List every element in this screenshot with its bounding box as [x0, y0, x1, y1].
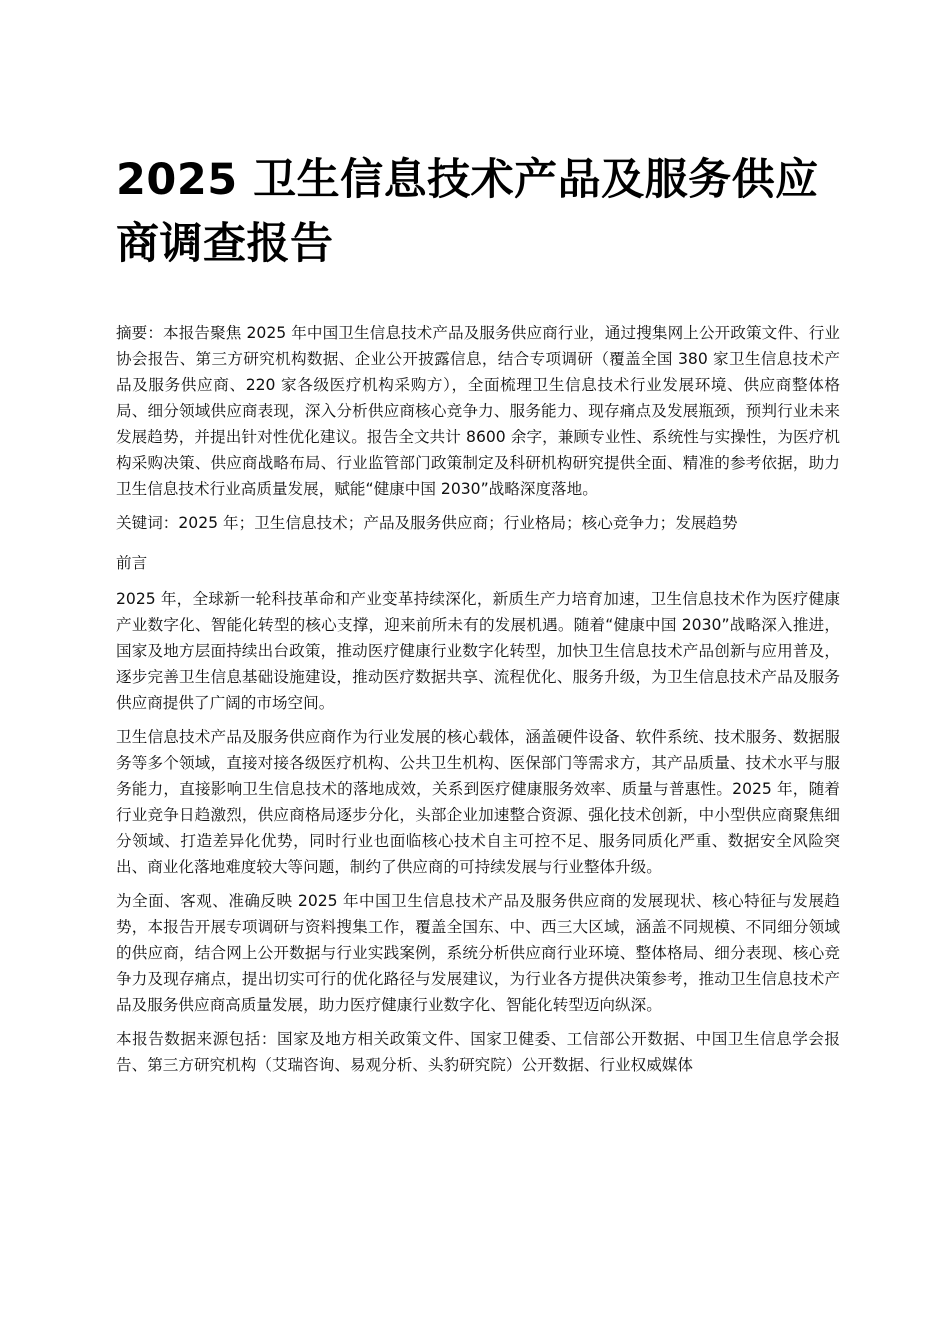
- keywords-line: 关键词：2025 年；卫生信息技术；产品及服务供应商；行业格局；核心竞争力；发展趋势: [116, 514, 738, 532]
- preface-heading: 前言: [116, 554, 148, 572]
- document-title: 2025 卫生信息技术产品及服务供应商调查报告: [116, 155, 819, 269]
- abstract-paragraph: 摘要：本报告聚焦 2025 年中国卫生信息技术产品及服务供应商行业，通过搜集网上公开政策文件、行业协会报告、第三方研究机构数据、企业公开披露信息，结合专项调研（覆盖全国 380 家卫生信息技术产品及服务供应商、220 家各级医疗机构采购方），全面梳理卫生信息技术行业发展环境、供应商整体格局、细分领域供应商表现，深入分析供应商核心竞争力、服务能力、现存痛点及发展瓶颈，预判行业未来发展趋势，并提出针对性优化建议。报告全文共计 8600 余字，兼顾专业性、系统性与实操性，为医疗机构采购决策、供应商战略布局、行业监管部门政策制定及科研机构研究提供全面、精准的参考依据，助力卫生信息技术行业高质量发展，赋能“健康中国 2030”战略深度落地。: [116, 324, 840, 498]
- preface-paragraph-1: 2025 年，全球新一轮科技革命和产业变革持续深化，新质生产力培育加速，卫生信息技术作为医疗健康产业数字化、智能化转型的核心支撑，迎来前所未有的发展机遇。随着“健康中国 2030”战略深入推进，国家及地方层面持续出台政策，推动医疗健康行业数字化转型，加快卫生信息技术产品创新与应用普及，逐步完善卫生信息基础设施建设，推动医疗数据共享、流程优化、服务升级，为卫生信息技术产品及服务供应商提供了广阔的市场空间。: [116, 590, 840, 712]
- document-page: [116, 148, 840, 1086]
- preface-paragraph-2: 卫生信息技术产品及服务供应商作为行业发展的核心载体，涵盖硬件设备、软件系统、技术服务、数据服务等多个领域，直接对接各级医疗机构、公共卫生机构、医保部门等需求方，其产品质量、技术水平与服务能力，直接影响卫生信息技术的落地成效，关系到医疗健康服务效率、质量与普惠性。2025 年，随着行业竞争日趋激烈，供应商格局逐步分化，头部企业加速整合资源、强化技术创新，中小型供应商聚焦细分领域、打造差异化优势，同时行业也面临核心技术自主可控不足、服务同质化严重、数据安全风险突出、商业化落地难度较大等问题，制约了供应商的可持续发展与行业整体升级。: [116, 728, 840, 876]
- preface-paragraph-3: 为全面、客观、准确反映 2025 年中国卫生信息技术产品及服务供应商的发展现状、核心特征与发展趋势，本报告开展专项调研与资料搜集工作，覆盖全国东、中、西三大区域，涵盖不同规模、不同细分领域的供应商，结合网上公开数据与行业实践案例，系统分析供应商行业环境、整体格局、细分表现、核心竞争力及现存痛点，提出切实可行的优化路径与发展建议，为行业各方提供决策参考，推动卫生信息技术产品及服务供应商高质量发展，助力医疗健康行业数字化、智能化转型迈向纵深。: [116, 892, 840, 1014]
- preface-paragraph-4: 本报告数据来源包括：国家及地方相关政策文件、国家卫健委、工信部公开数据、中国卫生信息学会报告、第三方研究机构（艾瑞咨询、易观分析、头豹研究院）公开数据、行业权威媒体: [116, 1030, 840, 1074]
